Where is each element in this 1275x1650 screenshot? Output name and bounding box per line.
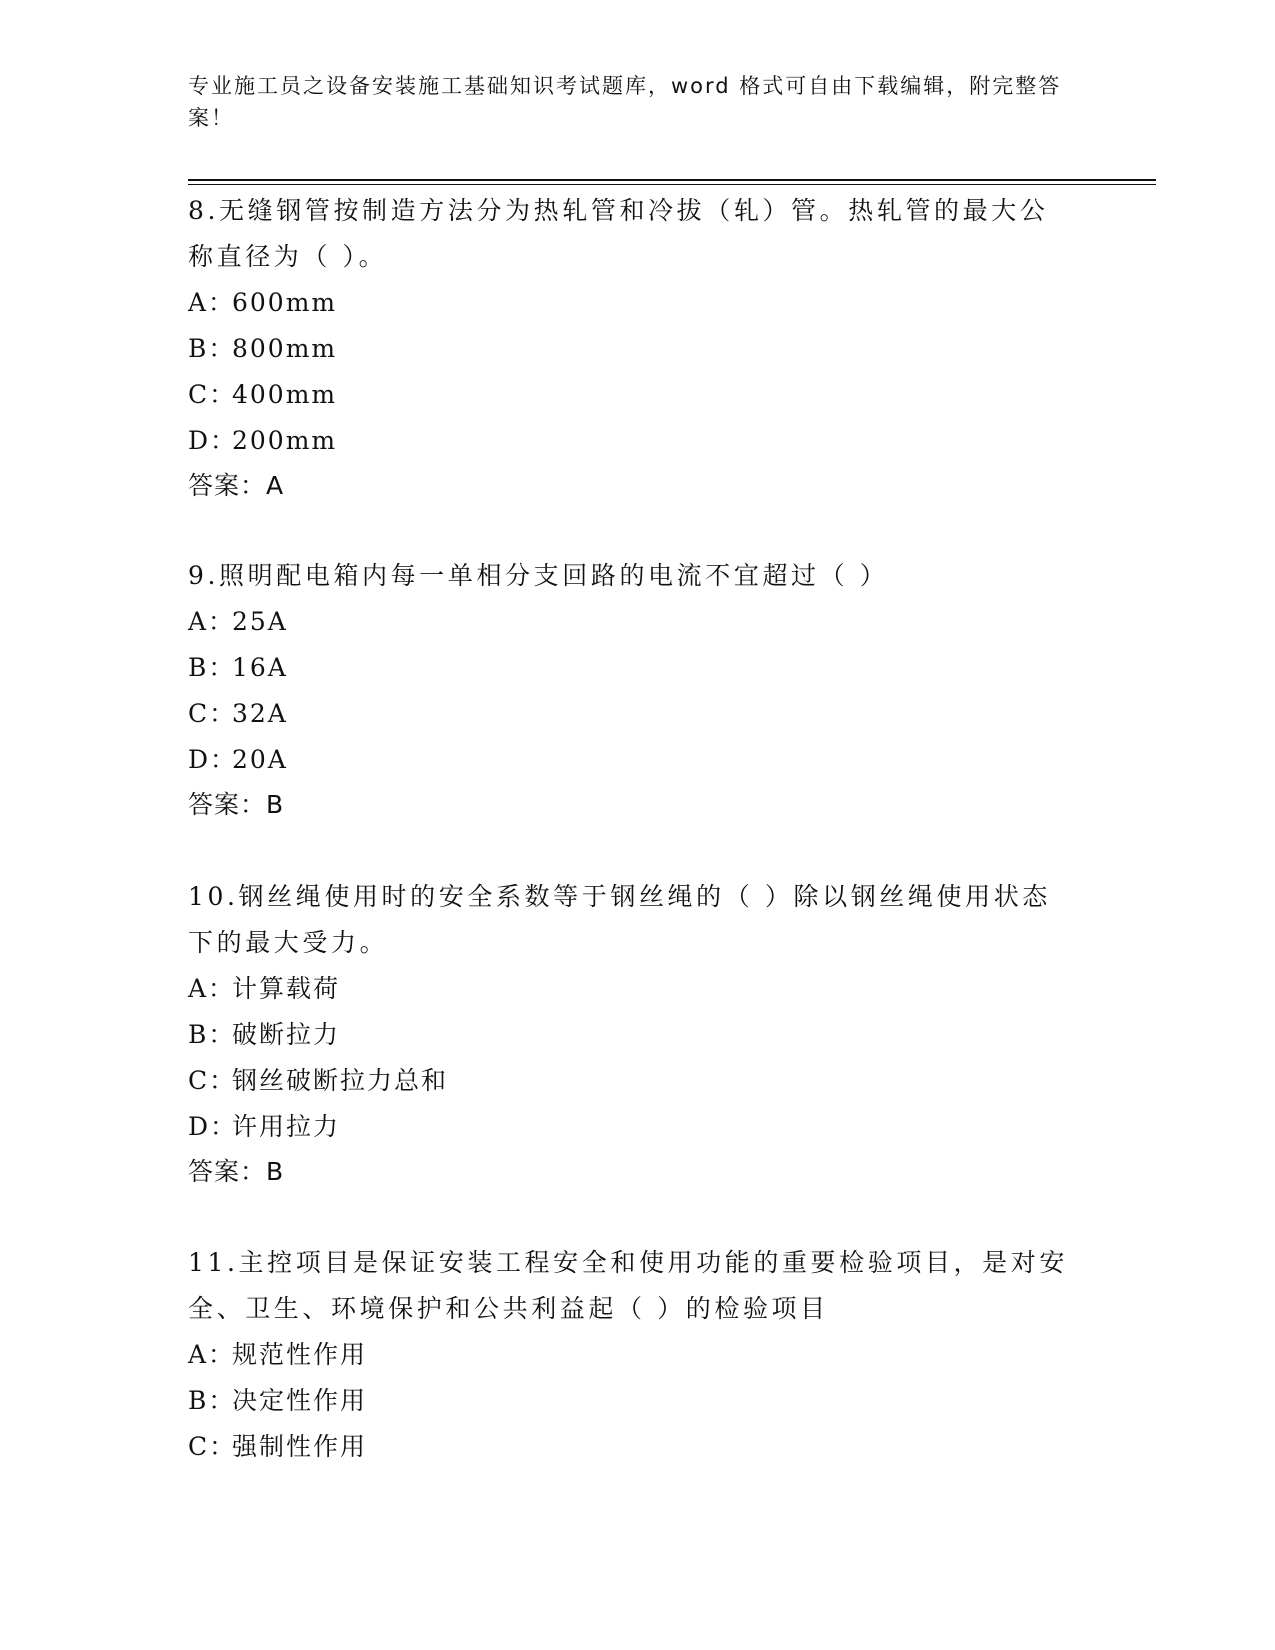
option-letter: A： — [188, 1340, 236, 1369]
option-text: 25A — [232, 607, 288, 636]
question-stem: 8.无缝钢管按制造方法分为热轧管和冷拔（轧）管。热轧管的最大公称直径为（ ）。 — [188, 196, 1049, 271]
option-c — [188, 691, 1068, 737]
option-d — [188, 1104, 1068, 1150]
option-text: 200mm — [232, 426, 338, 455]
document-header: 专业施工员之设备安装施工基础知识考试题库，word 格式可自由下载编辑，附完整答案！ — [188, 74, 1062, 130]
question-11 — [188, 1240, 1068, 1470]
option-letter: C： — [188, 380, 237, 409]
option-text: 20A — [232, 745, 288, 774]
option-text: 许用拉力 — [232, 1112, 341, 1141]
option-letter: C： — [188, 699, 237, 728]
option-letter: D： — [188, 745, 238, 774]
option-text: 16A — [232, 653, 288, 682]
option-letter: D： — [188, 1112, 238, 1141]
question-8 — [188, 188, 1068, 508]
option-letter: B： — [188, 653, 236, 682]
option-letter: B： — [188, 1020, 236, 1049]
option-text: 钢丝破断拉力总和 — [232, 1066, 449, 1095]
option-text: 破断拉力 — [232, 1020, 341, 1049]
option-c — [188, 372, 1068, 418]
option-letter: A： — [188, 607, 236, 636]
option-text: 400mm — [232, 380, 338, 409]
answer-line: 答案：A — [188, 471, 285, 500]
option-letter: A： — [188, 288, 236, 317]
answer-line: 答案：B — [188, 790, 285, 819]
option-d — [188, 737, 1068, 783]
option-a — [188, 599, 1068, 645]
question-stem: 10.钢丝绳使用时的安全系数等于钢丝绳的（ ）除以钢丝绳使用状态下的最大受力。 — [188, 882, 1051, 957]
option-b — [188, 326, 1068, 372]
header-divider-thin — [188, 184, 1156, 185]
header-divider-thick — [188, 179, 1156, 181]
answer-line: 答案：B — [188, 1157, 285, 1186]
question-9 — [188, 553, 1068, 827]
option-text: 强制性作用 — [232, 1432, 368, 1461]
option-text: 规范性作用 — [232, 1340, 368, 1369]
option-letter: B： — [188, 1386, 236, 1415]
question-stem: 11.主控项目是保证安装工程安全和使用功能的重要检验项目，是对安全、卫生、环境保护和公共利益起（ ）的检验项目 — [188, 1248, 1068, 1323]
option-b — [188, 1012, 1068, 1058]
option-text: 32A — [232, 699, 288, 728]
option-text: 决定性作用 — [232, 1386, 368, 1415]
option-letter: C： — [188, 1066, 237, 1095]
option-letter: C： — [188, 1432, 237, 1461]
option-letter: D： — [188, 426, 238, 455]
option-text: 计算载荷 — [232, 974, 341, 1003]
option-b — [188, 1378, 1068, 1424]
question-stem: 9.照明配电箱内每一单相分支回路的电流不宜超过（ ） — [188, 561, 889, 590]
option-a — [188, 1332, 1068, 1378]
option-c — [188, 1058, 1068, 1104]
option-c — [188, 1424, 1068, 1470]
option-letter: B： — [188, 334, 236, 363]
question-10 — [188, 874, 1068, 1194]
option-b — [188, 645, 1068, 691]
option-a — [188, 966, 1068, 1012]
option-a — [188, 280, 1068, 326]
option-d — [188, 418, 1068, 464]
option-letter: A： — [188, 974, 236, 1003]
option-text: 600mm — [232, 288, 338, 317]
option-text: 800mm — [232, 334, 338, 363]
